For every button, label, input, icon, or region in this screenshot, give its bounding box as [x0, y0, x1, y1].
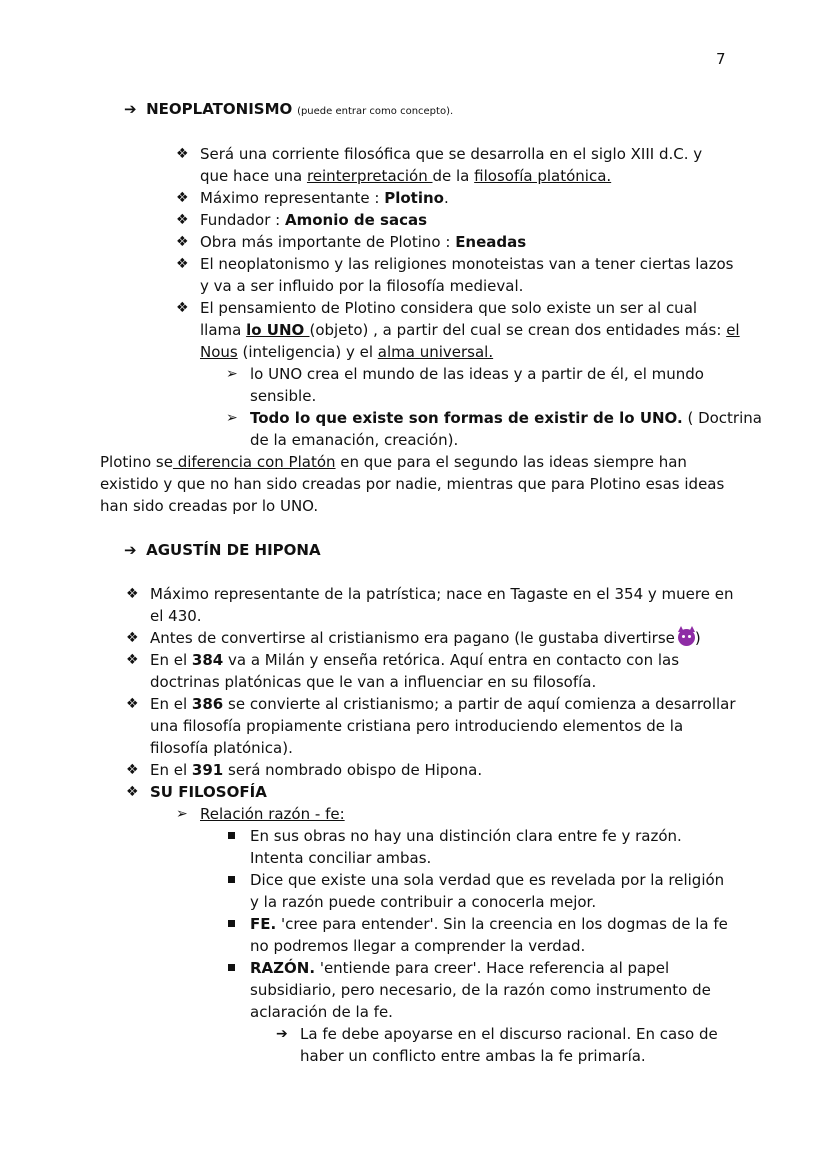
- rel-item-1-line-1: En sus obras no hay una distinción clara entre fe y razón.: [250, 827, 682, 845]
- neo-paragraph-line-2: existido y que no han sido creadas por nadie, mientras que para Plotino esas ideas: [100, 475, 725, 493]
- neo-paragraph-line-3: han sido creadas por lo UNO.: [100, 497, 319, 515]
- square-bullet-icon: [228, 920, 235, 927]
- neo-bullet-6-line-3: Nous (inteligencia) y el alma universal.: [200, 343, 494, 361]
- smiling-devil-emoji-icon: [678, 629, 695, 646]
- agus-bullet-1-line-1: Máximo representante de la patrística; nace en Tagaste en el 354 y muere en: [150, 585, 734, 603]
- neo-bullet-3: Fundador : Amonio de sacas: [200, 211, 428, 229]
- diamond-bullet-icon: ❖: [176, 190, 189, 206]
- neo-bullet-6-line-2: llama lo UNO (objeto) , a partir del cual se crean dos entidades más: el: [200, 321, 740, 339]
- diamond-bullet-icon: ❖: [176, 146, 189, 162]
- neo-bullet-2: Máximo representante : Plotino.: [200, 189, 449, 207]
- neo-paragraph-line-1: Plotino se diferencia con Platón en que para el segundo las ideas siempre han: [100, 453, 687, 471]
- square-bullet-icon: [228, 832, 235, 839]
- agus-bullet-3-line-2: doctrinas platónicas que le van a influenciar en su filosofía.: [150, 673, 597, 691]
- arrow-item-line-1: La fe debe apoyarse en el discurso racional. En caso de: [300, 1025, 718, 1043]
- neo-bullet-5-line-2: y va a ser influido por la filosofía medieval.: [200, 277, 524, 295]
- diamond-bullet-icon: ❖: [126, 652, 139, 668]
- agustin-heading: ➔ AGUSTÍN DE HIPONA: [124, 541, 321, 559]
- agus-bullet-4-line-1: En el 386 se convierte al cristianismo; a partir de aquí comienza a desarrollar: [150, 695, 736, 713]
- agus-bullet-1-line-2: el 430.: [150, 607, 202, 625]
- neo-bullet-6-line-1: El pensamiento de Plotino considera que solo existe un ser al cual: [200, 299, 698, 317]
- rel-item-1-line-2: Intenta conciliar ambas.: [250, 849, 432, 867]
- rel-item-3-line-1: FE. 'cree para entender'. Sin la creencia en los dogmas de la fe: [250, 915, 728, 933]
- rel-item-4-line-2: subsidiario, pero necesario, de la razón como instrumento de: [250, 981, 711, 999]
- diamond-bullet-icon: ❖: [176, 234, 189, 250]
- page-number: 7: [716, 50, 726, 68]
- diamond-bullet-icon: ❖: [176, 212, 189, 228]
- neo-sub-1-line-2: sensible.: [250, 387, 317, 405]
- rel-item-2-line-2: y la razón puede contribuir a conocerla mejor.: [250, 893, 597, 911]
- rel-item-4-line-3: aclaración de la fe.: [250, 1003, 393, 1021]
- diamond-bullet-icon: ❖: [126, 762, 139, 778]
- neo-bullet-4: Obra más importante de Plotino : Eneadas: [200, 233, 527, 251]
- diamond-bullet-icon: ❖: [176, 300, 189, 316]
- relacion-razon-fe: Relación razón - fe:: [200, 805, 345, 823]
- square-bullet-icon: [228, 964, 235, 971]
- neo-bullet-5-line-1: El neoplatonismo y las religiones monoteistas van a tener ciertas lazos: [200, 255, 734, 273]
- arrowhead-bullet-icon: ➢: [226, 366, 238, 382]
- agus-bullet-5: En el 391 será nombrado obispo de Hipona.: [150, 761, 483, 779]
- neo-heading: ➔ NEOPLATONISMO (puede entrar como concepto).: [124, 100, 454, 118]
- agus-bullet-6: SU FILOSOFÍA: [150, 783, 267, 801]
- neo-sub-2-line-1: Todo lo que existe son formas de existir de lo UNO. ( Doctrina: [250, 409, 762, 427]
- rel-item-4-line-1: RAZÓN. 'entiende para creer'. Hace referencia al papel: [250, 959, 670, 977]
- agus-bullet-2: Antes de convertirse al cristianismo era pagano (le gustaba divertirse ): [150, 627, 701, 649]
- diamond-bullet-icon: ❖: [126, 696, 139, 712]
- square-bullet-icon: [228, 876, 235, 883]
- diamond-bullet-icon: ❖: [126, 586, 139, 602]
- rel-item-3-line-2: no podremos llegar a comprender la verdad.: [250, 937, 586, 955]
- arrow-item-line-2: haber un conflicto entre ambas la fe primaría.: [300, 1047, 646, 1065]
- arrow-icon: ➔: [124, 100, 137, 118]
- neo-bullet-1-line-2: que hace una reinterpretación de la filosofía platónica.: [200, 167, 612, 185]
- diamond-bullet-icon: ❖: [126, 630, 139, 646]
- agus-bullet-4-line-2: una filosofía propiamente cristiana pero introduciendo elementos de la: [150, 717, 684, 735]
- rel-item-2-line-1: Dice que existe una sola verdad que es revelada por la religión: [250, 871, 725, 889]
- diamond-bullet-icon: ❖: [126, 784, 139, 800]
- agus-bullet-3-line-1: En el 384 va a Milán y enseña retórica. Aquí entra en contacto con las: [150, 651, 680, 669]
- arrowhead-bullet-icon: ➢: [176, 806, 188, 822]
- arrow-bullet-icon: ➔: [276, 1026, 288, 1042]
- arrow-icon: ➔: [124, 541, 137, 559]
- neo-sub-2-line-2: de la emanación, creación).: [250, 431, 459, 449]
- diamond-bullet-icon: ❖: [176, 256, 189, 272]
- arrowhead-bullet-icon: ➢: [226, 410, 238, 426]
- agus-bullet-4-line-3: filosofía platónica).: [150, 739, 293, 757]
- neo-sub-1-line-1: lo UNO crea el mundo de las ideas y a partir de él, el mundo: [250, 365, 704, 383]
- neo-bullet-1-line-1: Será una corriente filosófica que se desarrolla en el siglo XIII d.C. y: [200, 145, 703, 163]
